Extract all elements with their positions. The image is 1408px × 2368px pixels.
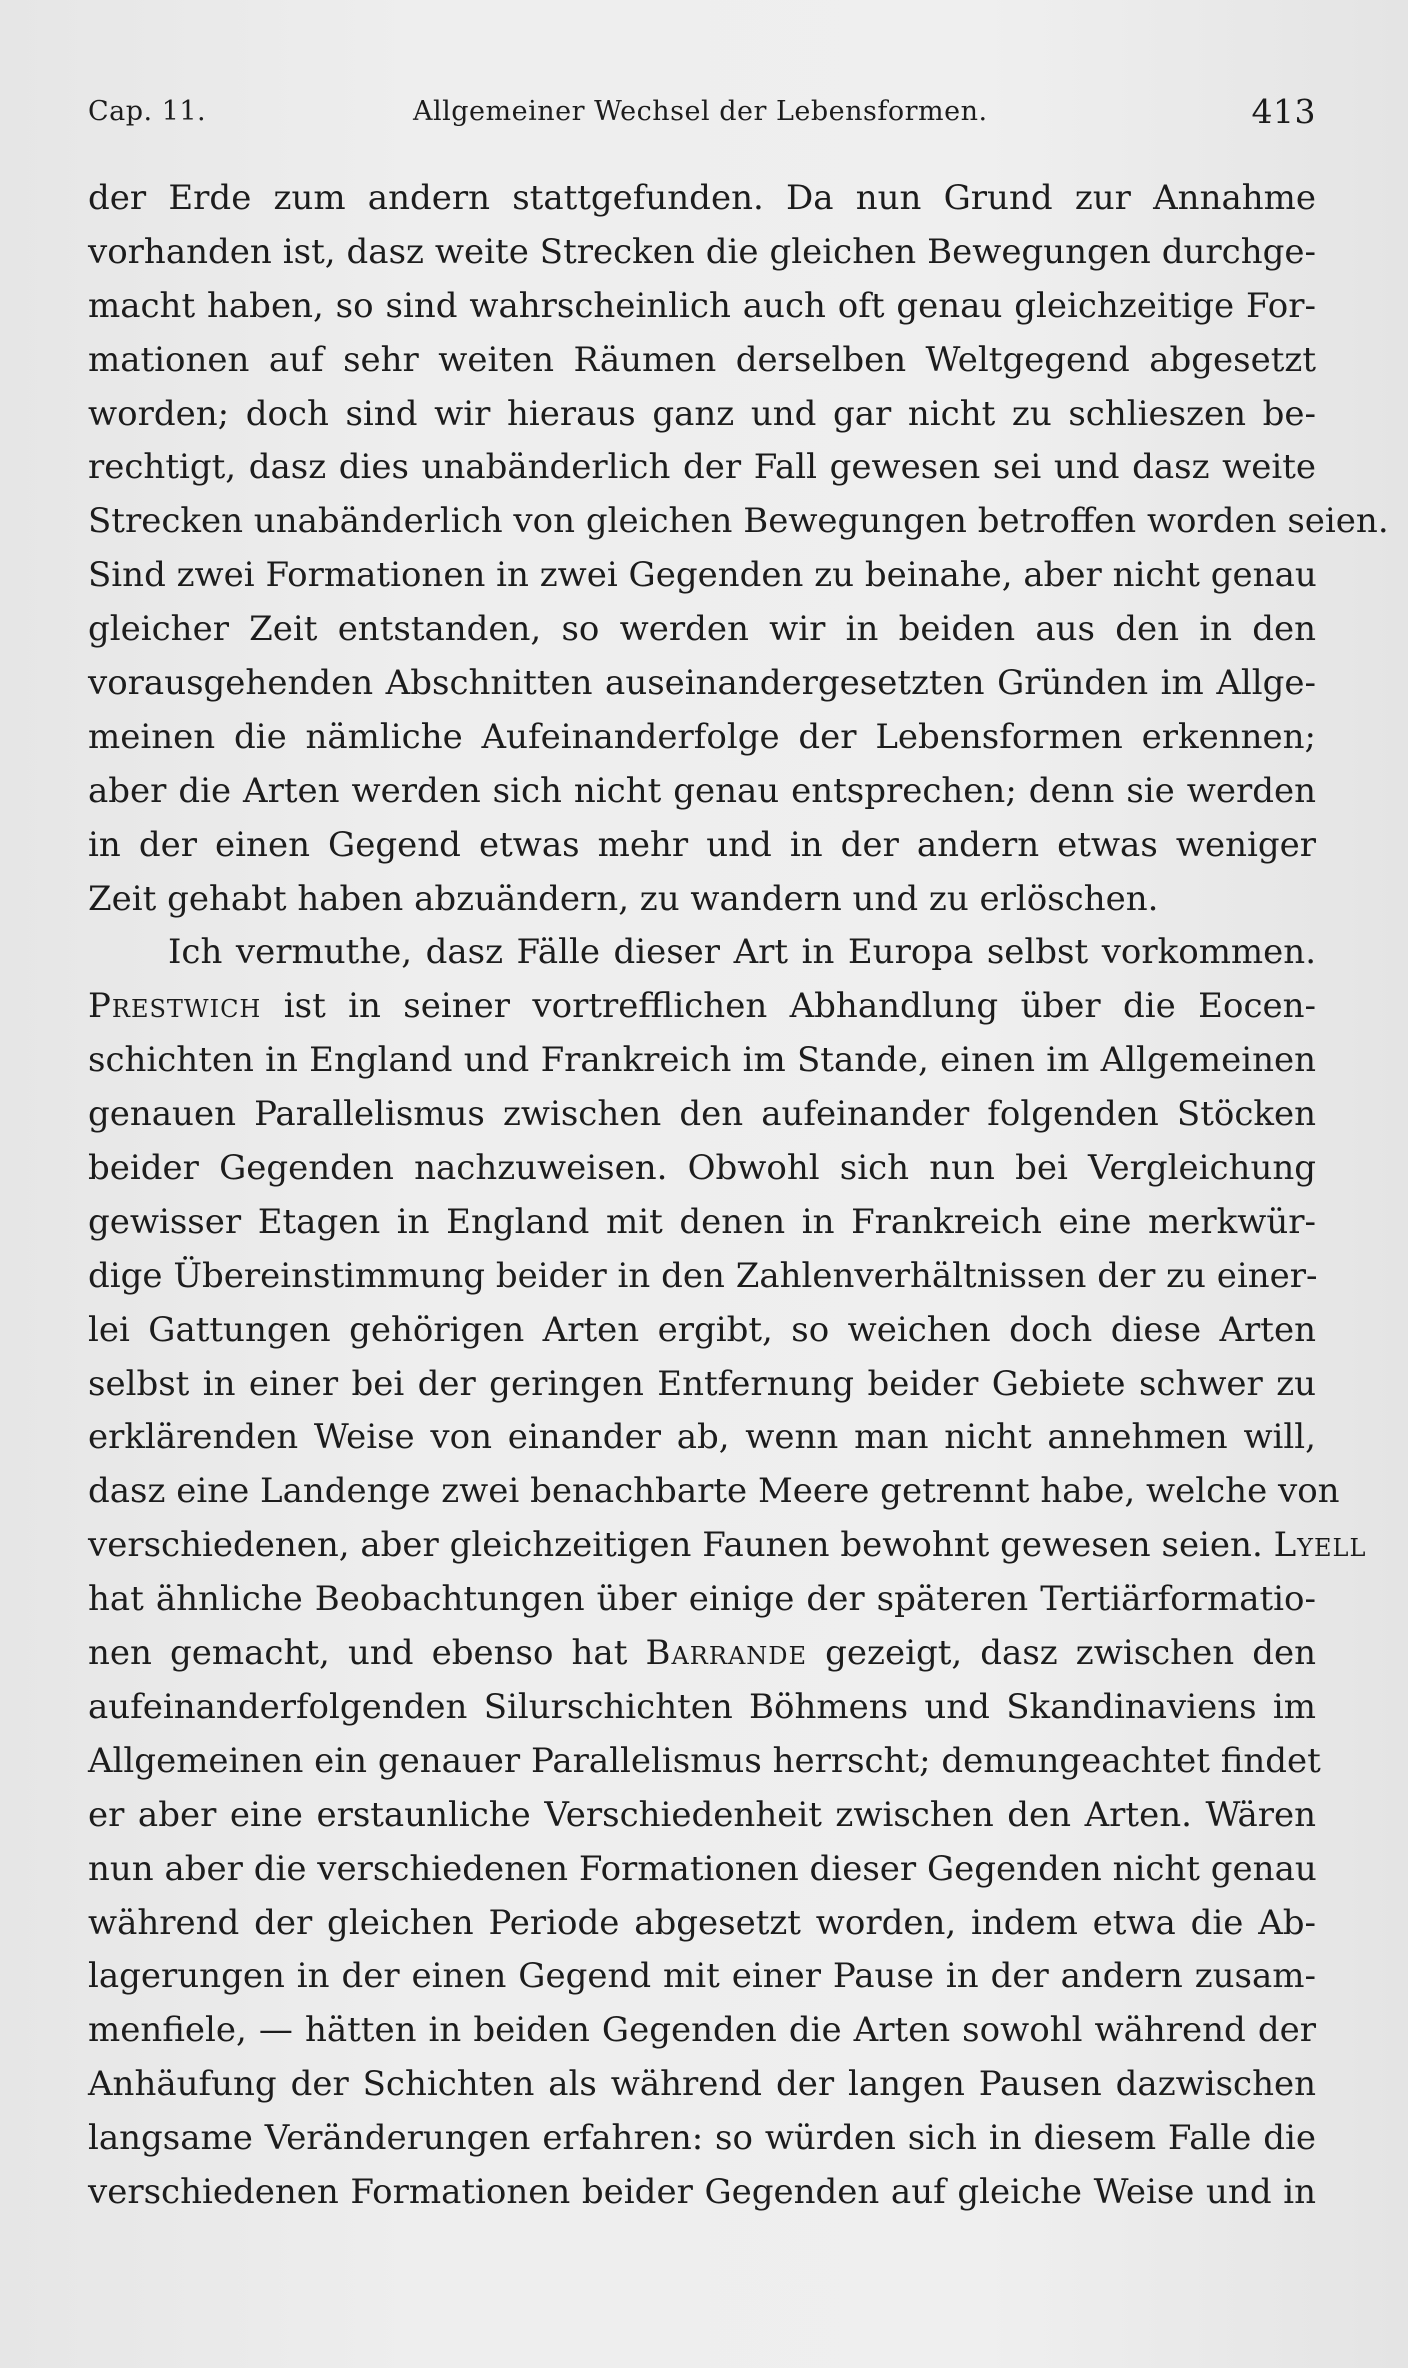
paragraph-start-line: Ich vermuthe, dasz Fälle dieser Art in Europa selbst vorkommen. — [168, 932, 1316, 973]
text-line: er aber eine erstaunliche Verschiedenheit zwischen den Arten. Wären — [88, 1794, 1316, 1835]
text-line: mationen auf sehr weiten Räumen derselben Weltgegend abgesetzt — [88, 339, 1316, 380]
text-line: lagerungen in der einen Gegend mit einer Pause in der andern zusam- — [88, 1956, 1316, 1997]
author-name-barrande: Barrande — [645, 1633, 808, 1674]
text-line: in der einen Gegend etwas mehr und in der andern etwas weniger — [88, 824, 1316, 865]
author-name-lyell: Lyell — [1273, 1525, 1367, 1566]
text-line: aber die Arten werden sich nicht genau entsprechen; denn sie werden — [88, 770, 1316, 811]
body-text — [88, 172, 1389, 2220]
text-line — [88, 1519, 1367, 1573]
text-line: gewisser Etagen in England mit denen in Frankreich eine merkwür- — [88, 1201, 1316, 1242]
text-line: meinen die nämliche Aufeinanderfolge der Lebensformen erkennen; — [88, 716, 1316, 757]
text-line — [88, 1627, 1316, 1681]
chapter-label: Cap. 11. — [88, 96, 207, 127]
text-line: verschiedenen Formationen beider Gegenden auf gleiche Weise und in — [88, 2171, 1316, 2212]
running-title: Allgemeiner Wechsel der Lebensformen. — [413, 96, 988, 127]
running-header — [88, 92, 1316, 136]
text-line: Zeit gehabt haben abzuändern, zu wandern und zu erlöschen. — [88, 878, 1159, 919]
text-fragment: ist in seiner vortrefflichen Abhandlung über die Eocen- — [283, 986, 1316, 1027]
text-line: gleicher Zeit entstanden, so werden wir in beiden aus den in den — [88, 609, 1316, 650]
text-line: menfiele, — hätten in beiden Gegenden die Arten sowohl während der — [88, 2010, 1316, 2051]
text-line: selbst in einer bei der geringen Entfernung beider Gebiete schwer zu — [88, 1363, 1316, 1404]
text-line: genauen Parallelismus zwischen den aufeinander folgenden Stöcken — [88, 1094, 1316, 1135]
text-line: macht haben, so sind wahrscheinlich auch oft genau gleichzeitige For- — [88, 285, 1316, 326]
text-line: schichten in England und Frankreich im Stande, einen im Allgemeinen — [88, 1040, 1316, 1081]
text-line: worden; doch sind wir hieraus ganz und gar nicht zu schlieszen be- — [88, 393, 1316, 434]
text-fragment: gezeigt, dasz zwischen den — [825, 1633, 1316, 1674]
text-line: beider Gegenden nachzuweisen. Obwohl sich nun bei Vergleichung — [88, 1148, 1316, 1189]
text-line: erklärenden Weise von einander ab, wenn man nicht annehmen will, — [88, 1417, 1316, 1458]
text-line: Strecken unabänderlich von gleichen Bewegungen betroffen worden seien. — [88, 501, 1389, 542]
text-line: langsame Veränderungen erfahren: so würden sich in diesem Falle die — [88, 2118, 1316, 2159]
text-line: aufeinanderfolgenden Silurschichten Böhmens und Skandinaviens im — [88, 1686, 1316, 1727]
author-name-prestwich: Prestwich — [88, 986, 262, 1027]
text-line: rechtigt, dasz dies unabänderlich der Fall gewesen sei und dasz weite — [88, 447, 1316, 488]
text-line: nun aber die verschiedenen Formationen dieser Gegenden nicht genau — [88, 1848, 1317, 1889]
text-line: Anhäufung der Schichten als während der langen Pausen dazwischen — [88, 2064, 1316, 2105]
text-line: lei Gattungen gehörigen Arten ergibt, so weichen doch diese Arten — [88, 1309, 1316, 1350]
text-line: dige Übereinstimmung beider in den Zahlenverhältnissen der zu einer- — [88, 1255, 1318, 1296]
text-line: Sind zwei Formationen in zwei Gegenden zu beinahe, aber nicht genau — [88, 555, 1317, 596]
text-line: der Erde zum andern stattgefunden. Da nun Grund zur Annahme — [88, 178, 1316, 218]
text-line — [88, 980, 1316, 1034]
text-fragment: nen gemacht, und ebenso hat — [88, 1633, 628, 1674]
page-number: 413 — [1251, 92, 1316, 131]
text-line: vorhanden ist, dasz weite Strecken die gleichen Bewegungen durchge- — [88, 231, 1316, 272]
text-line: vorausgehenden Abschnitten auseinandergesetzten Gründen im Allge- — [88, 663, 1316, 704]
text-line: Allgemeinen ein genauer Parallelismus herrscht; demungeachtet findet — [88, 1740, 1321, 1781]
text-line: während der gleichen Periode abgesetzt worden, indem etwa die Ab- — [88, 1902, 1316, 1943]
text-line: hat ähnliche Beobachtungen über einige der späteren Tertiärformatio- — [88, 1579, 1316, 1620]
text-line: dasz eine Landenge zwei benachbarte Meere getrennt habe, welche von — [88, 1471, 1340, 1512]
text-fragment: verschiedenen, aber gleichzeitigen Faunen bewohnt gewesen seien. — [88, 1525, 1263, 1566]
